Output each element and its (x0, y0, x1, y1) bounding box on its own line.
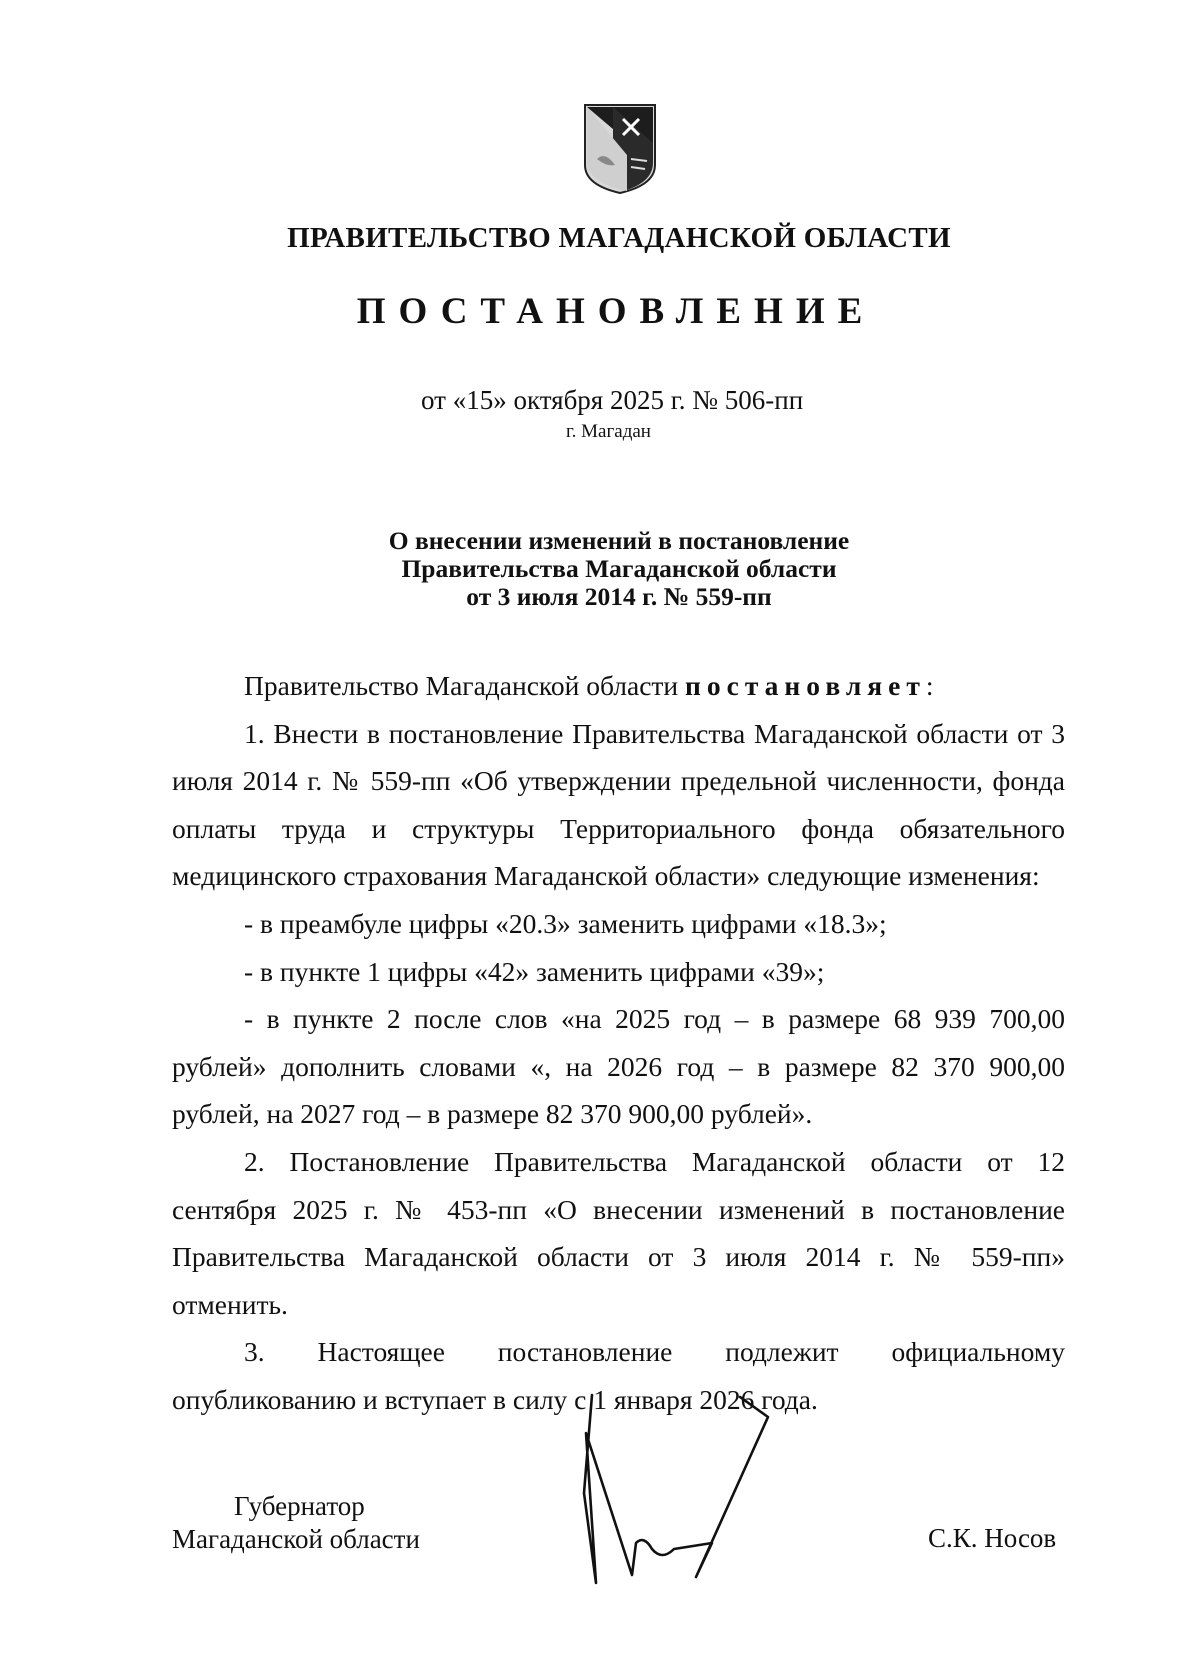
paragraph-1-item: - в пункте 2 после слов «на 2025 год – в размере 68 939 700,00 рублей» дополнить словами «, на 2026 год – в размере 82 370 900,00 рублей, на 2027 год – в размере 82 370 900,00 рублей». (172, 1003, 1065, 1130)
preamble-colon: : (925, 670, 934, 701)
subject-line: от 3 июля 2014 г. № 559-пп (466, 582, 772, 611)
preamble-text: Правительство Магаданской области (244, 670, 686, 701)
document-date-number: от «15» октября 2025 г. № 506-пп (421, 385, 804, 415)
paragraph-1-item: - в пункте 1 цифры «42» заменить цифрами «39»; (244, 955, 825, 987)
paragraph-2: 2. Постановление Правительства Магаданской области от 12 сентября 2025 г. № 453-пп «О внесении изменений в постановление Правительства Магаданской области от 3 июля 2014 г. № 559-пп» отменить. (172, 1145, 1065, 1320)
document-type: ПОСТАНОВЛЕНИЕ (356, 291, 876, 332)
document-subject (0, 527, 1200, 611)
preamble-verb: постановляет (685, 670, 926, 701)
paragraph-1: 1. Внести в постановление Правительства Магаданской области от 3 июля 2014 г. № 559-пп «Об утверждении предельной численности, фонда оплаты труда и структуры Территориального фонда обязательного медицинского страхования Магаданской области» следующие изменения: (172, 717, 1065, 892)
signatory-position (172, 1490, 420, 1556)
paragraph-3: 3. Настоящее постановление подлежит официальному опубликованию и вступает в силу с 1 января 2026 года. (172, 1336, 1065, 1415)
subject-line: Правительства Магаданской области (401, 554, 837, 583)
government-title: ПРАВИТЕЛЬСТВО МАГАДАНСКОЙ ОБЛАСТИ (287, 222, 951, 254)
handwritten-signature (578, 1393, 778, 1593)
document-body (172, 662, 1065, 1424)
coat-of-arms-icon (583, 103, 657, 195)
paragraph-1-item: - в преамбуле цифры «20.3» заменить цифрами «18.3»; (244, 907, 887, 939)
signatory-position-line: Магаданской области (172, 1524, 420, 1554)
signatory-name: С.К. Носов (928, 1523, 1057, 1553)
document-city: г. Магадан (566, 421, 651, 442)
subject-line: О внесении изменений в постановление (388, 526, 850, 555)
signatory-position-line: Губернатор (234, 1491, 365, 1521)
preamble (172, 662, 1065, 710)
